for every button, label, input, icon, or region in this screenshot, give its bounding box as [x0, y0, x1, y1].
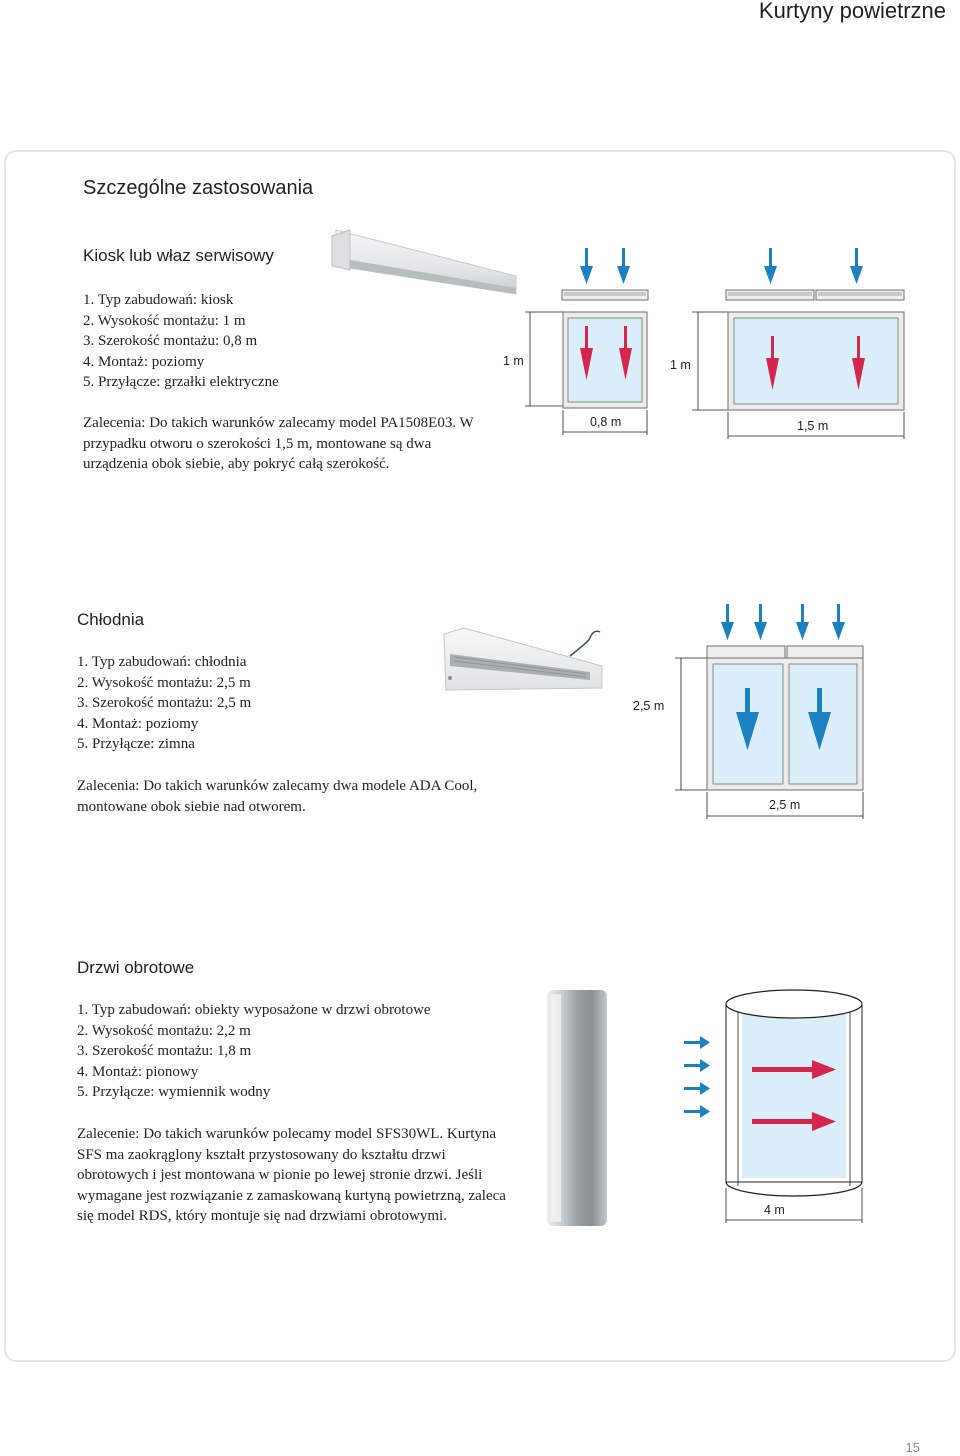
cold-store-diagram	[625, 600, 875, 825]
revolving-door-spec-item: 1. Typ zabudowań: obiekty wyposażone w drzwi obrotowe	[77, 1002, 431, 1018]
cold-store-spec-item: 2. Wysokość montażu: 2,5 m	[77, 674, 251, 691]
height-label: 1 m	[670, 358, 691, 372]
kiosk-diagram-single	[503, 240, 660, 435]
cold-store-spec-item: 5. Przyłącze: zimna	[77, 736, 195, 753]
page-title: Szczególne zastosowania	[83, 177, 314, 199]
air-curtain-unit	[787, 646, 863, 658]
width-label: 0,8 m	[590, 415, 622, 429]
sfs-product-image	[545, 990, 609, 1226]
kiosk-spec-item: 1. Typ zabudowań: kiosk	[83, 292, 234, 308]
air-curtain-unit	[707, 646, 785, 658]
revolving-door-spec-item: 2. Wysokość montażu: 2,2 m	[77, 1022, 251, 1039]
kiosk-spec-item: 4. Montaż: poziomy	[83, 353, 205, 370]
revolving-door-title: Drzwi obrotowe	[77, 958, 195, 977]
kiosk-spec-item: 5. Przyłącze: grzałki elektryczne	[83, 374, 279, 391]
door-glass	[568, 318, 642, 402]
revolving-door-spec-list	[77, 1000, 431, 1103]
door-top	[726, 990, 862, 1018]
revolving-door-diagram	[680, 990, 890, 1220]
revolving-door-recommendation: Zalecenie: Do takich warunków polecamy model SFS30WL. Kurtyna SFS ma zaokrąglony kształt przystosowany do kształtu drzwi obrotowych i jest montowana w pionie po lewej stronie drzwi. Jeśli wymagane jest rozwiązanie z zamaskowaną kurtyną powietrzną, zaleca się model RDS, który montuje się nad drzwiami obrotowymi.	[77, 1126, 506, 1225]
revolving-door-spec-item: 4. Montaż: pionowy	[77, 1063, 199, 1080]
kiosk-spec-item: 2. Wysokość montażu: 1 m	[83, 312, 246, 329]
width-label: 1,5 m	[797, 419, 829, 433]
cold-store-spec-item: 1. Typ zabudowań: chłodnia	[77, 654, 247, 670]
door-glass	[734, 318, 898, 404]
revolving-door-spec-item: 5. Przyłącze: wymiennik wodny	[77, 1084, 271, 1101]
revolving-door-spec-item: 3. Szerokość montażu: 1,8 m	[77, 1043, 252, 1060]
air-curtain-product-image	[330, 226, 516, 296]
height-label: 1 m	[503, 354, 524, 368]
page-number: 15	[905, 1440, 920, 1455]
page-header-title: Kurtyny powietrzne	[758, 0, 946, 23]
cold-air-arrows	[684, 1036, 710, 1118]
height-label: 2,5 m	[633, 699, 665, 713]
ada-cool-product-image	[440, 628, 610, 700]
door-glass	[742, 1010, 846, 1178]
kiosk-spec-list	[83, 290, 279, 393]
width-label: 4 m	[764, 1203, 785, 1217]
width-label: 2,5 m	[769, 798, 801, 812]
cold-store-title: Chłodnia	[77, 610, 145, 629]
kiosk-recommendation: Zalecenia: Do takich warunków zalecamy model PA1508E03. W przypadku otworu o szerokości 1,5 m, montowane są dwa urządzenia obok siebie, aby pokryć całą szerokość.	[83, 415, 474, 473]
cold-store-spec-list	[77, 652, 251, 755]
kiosk-spec-item: 3. Szerokość montażu: 0,8 m	[83, 333, 258, 350]
cold-store-spec-item: 4. Montaż: poziomy	[77, 715, 199, 732]
kiosk-title: Kiosk lub właz serwisowy	[83, 246, 274, 265]
cold-store-spec-item: 3. Szerokość montażu: 2,5 m	[77, 695, 252, 712]
cold-store-recommendation: Zalecenia: Do takich warunków zalecamy dwa modele ADA Cool, montowane obok siebie nad otworem.	[77, 778, 478, 815]
cold-air-arrows	[580, 248, 630, 284]
kiosk-diagram-double	[670, 240, 920, 440]
cold-air-arrows	[764, 248, 863, 284]
